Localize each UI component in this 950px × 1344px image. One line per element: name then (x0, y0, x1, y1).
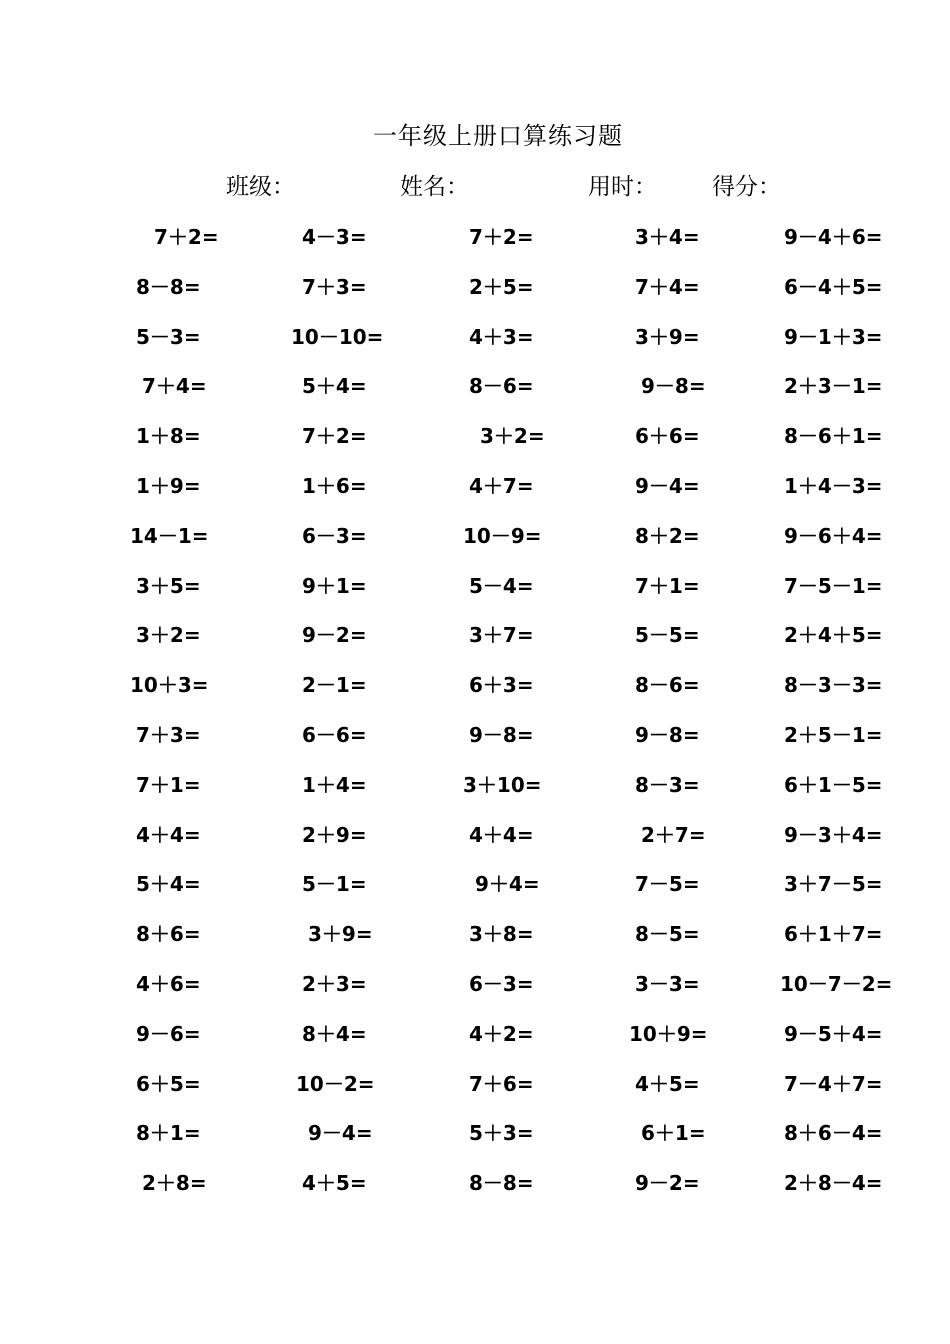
arithmetic-problem: 6＋1= (641, 1121, 706, 1145)
arithmetic-problem: 5－3= (136, 325, 201, 349)
arithmetic-problem: 4＋2= (469, 1022, 534, 1046)
arithmetic-problem: 9－6＋4= (784, 524, 883, 548)
arithmetic-problem: 6＋5= (136, 1072, 201, 1096)
arithmetic-problem: 5－1= (302, 872, 367, 896)
arithmetic-problem: 10＋3= (130, 673, 209, 697)
arithmetic-problem: 6－4＋5= (784, 275, 883, 299)
arithmetic-problem: 3＋7－5= (784, 872, 883, 896)
arithmetic-problem: 8－3－3= (784, 673, 883, 697)
arithmetic-problem: 5－5= (635, 623, 700, 647)
arithmetic-problem: 1＋4－3= (784, 474, 883, 498)
arithmetic-problem: 6＋3= (469, 673, 534, 697)
arithmetic-problem: 3＋5= (136, 574, 201, 598)
arithmetic-problem: 7－5－1= (784, 574, 883, 598)
arithmetic-problem: 7＋3= (136, 723, 201, 747)
arithmetic-problem: 8＋2= (635, 524, 700, 548)
arithmetic-problem: 1＋9= (136, 474, 201, 498)
arithmetic-problem: 4＋4= (469, 823, 534, 847)
arithmetic-problem: 4－3= (302, 225, 367, 249)
arithmetic-problem: 9－3＋4= (784, 823, 883, 847)
arithmetic-problem: 9－4= (635, 474, 700, 498)
arithmetic-problem: 6－6= (302, 723, 367, 747)
arithmetic-problem: 8＋4= (302, 1022, 367, 1046)
arithmetic-problem: 4＋5= (302, 1171, 367, 1195)
arithmetic-problem: 9－4= (308, 1121, 373, 1145)
score-label: 得分： (712, 174, 781, 200)
arithmetic-problem: 4＋7= (469, 474, 534, 498)
arithmetic-problem: 5－4= (469, 574, 534, 598)
arithmetic-problem: 5＋3= (469, 1121, 534, 1145)
arithmetic-problem: 2＋5－1= (784, 723, 883, 747)
arithmetic-problem: 1＋4= (302, 773, 367, 797)
arithmetic-problem: 10－9= (463, 524, 542, 548)
arithmetic-problem: 2＋3－1= (784, 374, 883, 398)
arithmetic-problem: 9－2= (302, 623, 367, 647)
arithmetic-problem: 2－1= (302, 673, 367, 697)
arithmetic-problem: 3＋9= (635, 325, 700, 349)
arithmetic-problem: 8－8= (469, 1171, 534, 1195)
arithmetic-problem: 3＋8= (469, 922, 534, 946)
arithmetic-problem: 10＋9= (629, 1022, 708, 1046)
arithmetic-problem: 8－8= (136, 275, 201, 299)
arithmetic-problem: 9－4＋6= (784, 225, 883, 249)
arithmetic-problem: 6＋6= (635, 424, 700, 448)
arithmetic-problem: 6＋1－5= (784, 773, 883, 797)
arithmetic-problem: 9－8= (641, 374, 706, 398)
arithmetic-problem: 4＋6= (136, 972, 201, 996)
arithmetic-problem: 4＋3= (469, 325, 534, 349)
arithmetic-problem: 3＋4= (635, 225, 700, 249)
arithmetic-problem: 7＋2= (302, 424, 367, 448)
arithmetic-problem: 2＋3= (302, 972, 367, 996)
arithmetic-problem: 10－10= (291, 325, 384, 349)
arithmetic-problem: 2＋5= (469, 275, 534, 299)
arithmetic-problem: 9＋4= (475, 872, 540, 896)
arithmetic-problem: 8＋6= (136, 922, 201, 946)
arithmetic-problem: 10－7－2= (780, 972, 893, 996)
arithmetic-problem: 1＋8= (136, 424, 201, 448)
arithmetic-problem: 2＋9= (302, 823, 367, 847)
arithmetic-problem: 8－5= (635, 922, 700, 946)
arithmetic-problem: 9＋1= (302, 574, 367, 598)
arithmetic-problem: 6－3= (469, 972, 534, 996)
arithmetic-problem: 3＋2= (480, 424, 545, 448)
arithmetic-problem: 14－1= (130, 524, 209, 548)
arithmetic-problem: 4＋5= (635, 1072, 700, 1096)
arithmetic-problem: 7＋2= (154, 225, 219, 249)
arithmetic-problem: 8＋6－4= (784, 1121, 883, 1145)
arithmetic-problem: 3＋7= (469, 623, 534, 647)
arithmetic-problem: 1＋6= (302, 474, 367, 498)
arithmetic-problem: 6－3= (302, 524, 367, 548)
arithmetic-problem: 5＋4= (136, 872, 201, 896)
arithmetic-problem: 7－5= (635, 872, 700, 896)
arithmetic-problem: 7＋1= (136, 773, 201, 797)
arithmetic-problem: 3＋2= (136, 623, 201, 647)
arithmetic-problem: 2＋8－4= (784, 1171, 883, 1195)
arithmetic-problem: 8－6= (469, 374, 534, 398)
arithmetic-problem: 7＋6= (469, 1072, 534, 1096)
arithmetic-problem: 3＋9= (308, 922, 373, 946)
arithmetic-problem: 7＋3= (302, 275, 367, 299)
arithmetic-problem: 7＋2= (469, 225, 534, 249)
arithmetic-problem: 7＋4= (635, 275, 700, 299)
arithmetic-problem: 6＋1＋7= (784, 922, 883, 946)
arithmetic-problem: 2＋4＋5= (784, 623, 883, 647)
arithmetic-problem: 9－6= (136, 1022, 201, 1046)
arithmetic-problem: 9－2= (635, 1171, 700, 1195)
arithmetic-problem: 2＋7= (641, 823, 706, 847)
worksheet-title: 一年级上册口算练习题 (373, 122, 623, 150)
name-label: 姓名： (400, 174, 469, 200)
arithmetic-problem: 9－1＋3= (784, 325, 883, 349)
arithmetic-problem: 2＋8= (142, 1171, 207, 1195)
arithmetic-problem: 8＋1= (136, 1121, 201, 1145)
arithmetic-problem: 4＋4= (136, 823, 201, 847)
arithmetic-problem: 5＋4= (302, 374, 367, 398)
arithmetic-problem: 7＋4= (142, 374, 207, 398)
arithmetic-problem: 8－6＋1= (784, 424, 883, 448)
arithmetic-problem: 8－3= (635, 773, 700, 797)
arithmetic-problem: 10－2= (296, 1072, 375, 1096)
arithmetic-problem: 3－3= (635, 972, 700, 996)
arithmetic-problem: 9－8= (469, 723, 534, 747)
time-label: 用时： (588, 174, 657, 200)
arithmetic-problem: 7＋1= (635, 574, 700, 598)
arithmetic-problem: 9－5＋4= (784, 1022, 883, 1046)
class-label: 班级： (226, 174, 295, 200)
arithmetic-problem: 9－8= (635, 723, 700, 747)
arithmetic-problem: 3＋10= (463, 773, 542, 797)
arithmetic-problem: 7－4＋7= (784, 1072, 883, 1096)
arithmetic-problem: 8－6= (635, 673, 700, 697)
